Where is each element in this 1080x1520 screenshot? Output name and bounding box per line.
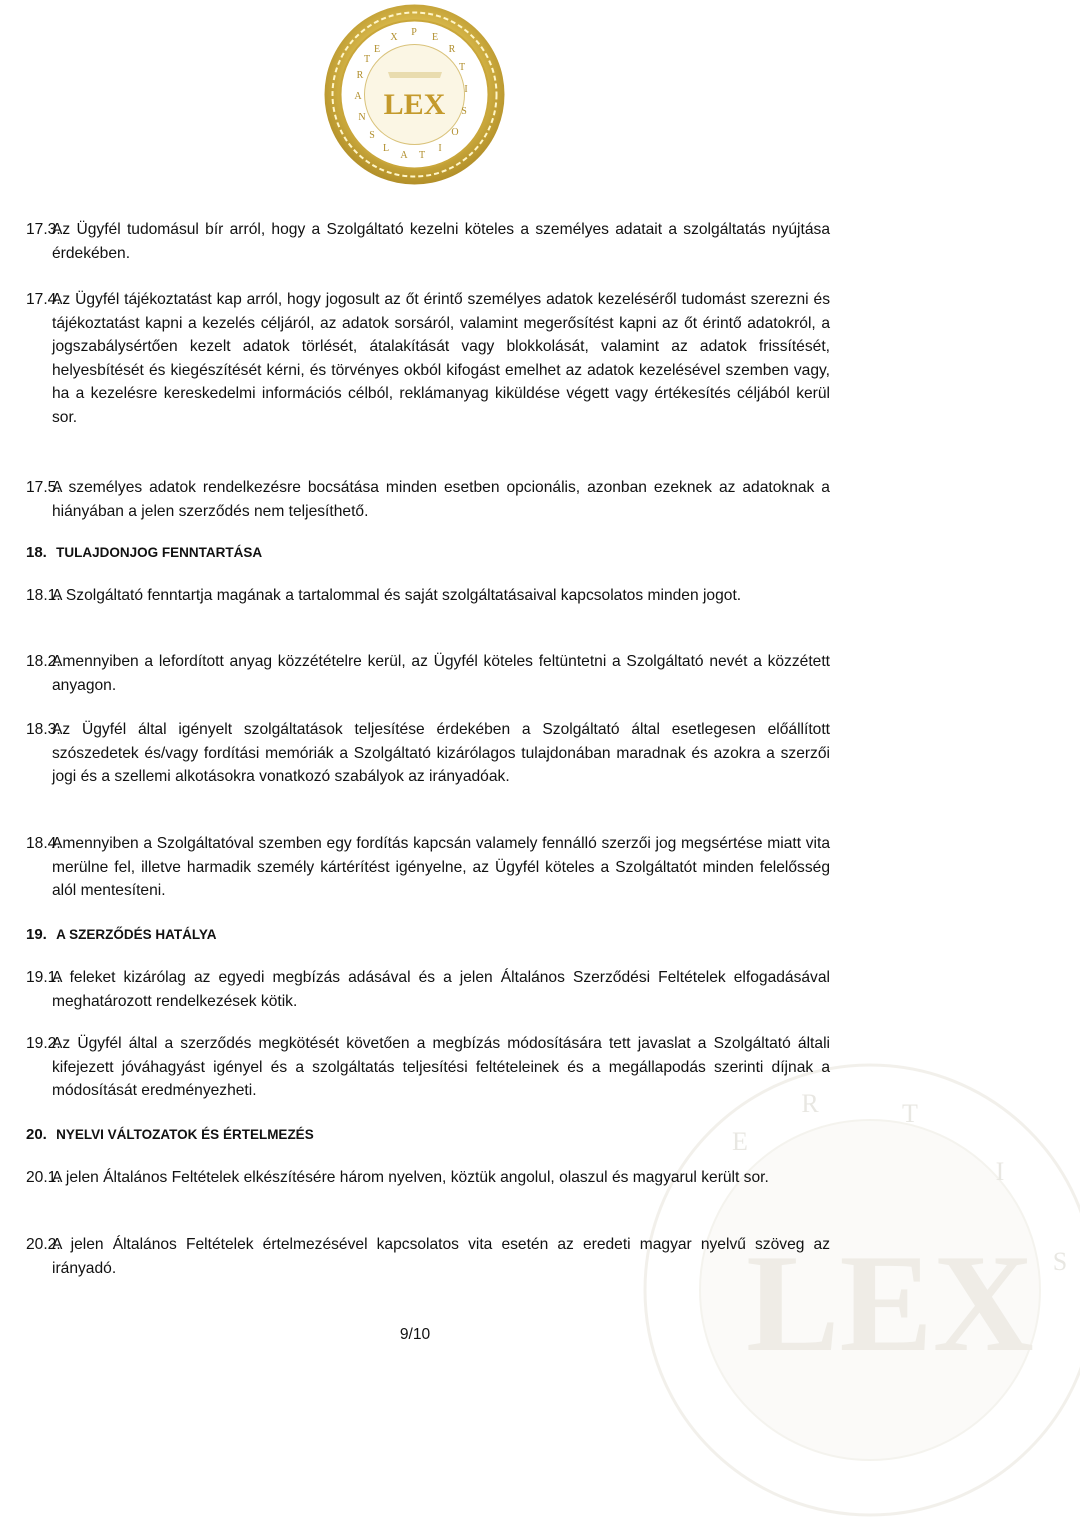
lex-watermark bbox=[640, 1060, 1080, 1520]
clause-17-5 bbox=[26, 476, 830, 523]
clause-text: A jelen Általános Feltételek értelmezésével kapcsolatos vita esetén az eredeti magyar nyelvű szöveg az irányadó. bbox=[52, 1236, 830, 1277]
svg-text:X: X bbox=[390, 32, 398, 43]
clause-number: 17.5. bbox=[26, 479, 61, 496]
section-heading-20 bbox=[26, 1125, 314, 1145]
page-number: 9/10 bbox=[399, 1326, 431, 1343]
clause-20-2 bbox=[26, 1233, 830, 1280]
svg-text:P: P bbox=[411, 27, 417, 38]
section-heading-19 bbox=[26, 925, 216, 945]
section-number: 18. bbox=[26, 544, 47, 561]
clause-18-1 bbox=[26, 584, 830, 608]
clause-number: 18.4. bbox=[26, 835, 61, 852]
clause-number: 19.2. bbox=[26, 1035, 61, 1052]
svg-text:T: T bbox=[902, 1099, 918, 1128]
svg-text:A: A bbox=[400, 150, 408, 161]
svg-text:T: T bbox=[418, 150, 426, 161]
clause-text: Amennyiben a lefordított anyag közzétételre kerül, az Ügyfél köteles feltüntetni a Szolgáltató nevét a közzétett anyagon. bbox=[52, 653, 830, 694]
clause-text: Az Ügyfél által a szerződés megkötését követően a megbízás módosítására tett javaslat a Szolgáltató általi kifejezett jóváhagyást igényel és a szolgáltatás teljesítési feltételeinek és a megállapodás szerinti díjnak a módosítását eredményezheti. bbox=[52, 1035, 830, 1100]
svg-text:E: E bbox=[373, 44, 381, 55]
svg-text:S: S bbox=[369, 130, 375, 141]
svg-text:E: E bbox=[431, 32, 439, 43]
svg-text:T: T bbox=[363, 54, 371, 65]
svg-text:I: I bbox=[438, 143, 442, 154]
clause-number: 20.2. bbox=[26, 1236, 61, 1253]
clause-text: A Szolgáltató fenntartja magának a tartalommal és saját szolgáltatásaival kapcsolatos minden jogot. bbox=[52, 587, 742, 604]
svg-text:LEX: LEX bbox=[383, 88, 446, 121]
section-heading-18 bbox=[26, 543, 262, 563]
clause-17-3 bbox=[26, 218, 830, 265]
svg-text:I: I bbox=[995, 1157, 1005, 1186]
clause-18-4 bbox=[26, 832, 830, 903]
section-number: 20. bbox=[26, 1126, 47, 1143]
section-number: 19. bbox=[26, 926, 47, 943]
clause-19-2 bbox=[26, 1032, 830, 1103]
svg-text:T: T bbox=[458, 62, 466, 73]
section-title: NYELVI VÁLTOZATOK ÉS ÉRTELMEZÉS bbox=[56, 1127, 314, 1142]
clause-number: 18.3. bbox=[26, 721, 61, 738]
clause-18-3 bbox=[26, 718, 830, 789]
clause-17-4 bbox=[26, 288, 830, 430]
clause-19-1 bbox=[26, 966, 830, 1013]
svg-text:I: I bbox=[464, 84, 468, 95]
clause-text: A jelen Általános Feltételek elkészítésére három nyelven, köztük angolul, olaszul és magyarul került sor. bbox=[52, 1169, 769, 1186]
svg-text:R: R bbox=[448, 44, 456, 55]
svg-text:LEX: LEX bbox=[746, 1226, 1034, 1381]
section-title: TULAJDONJOG FENNTARTÁSA bbox=[56, 545, 263, 560]
svg-text:S: S bbox=[1052, 1247, 1068, 1276]
svg-text:L: L bbox=[382, 143, 390, 154]
clause-number: 20.1. bbox=[26, 1169, 61, 1186]
svg-text:R: R bbox=[801, 1089, 819, 1118]
section-title: A SZERZŐDÉS HATÁLYA bbox=[56, 927, 217, 942]
clause-20-1 bbox=[26, 1166, 830, 1190]
clause-number: 18.1. bbox=[26, 587, 61, 604]
svg-text:R: R bbox=[356, 70, 364, 81]
svg-text:S: S bbox=[461, 106, 467, 117]
clause-number: 17.4. bbox=[26, 291, 61, 308]
clause-text: Az Ügyfél tudomásul bír arról, hogy a Szolgáltató kezelni köteles a személyes adatait a szolgáltatás nyújtása érdekében. bbox=[52, 221, 830, 262]
clause-number: 18.2. bbox=[26, 653, 61, 670]
clause-number: 19.1. bbox=[26, 969, 61, 986]
clause-18-2 bbox=[26, 650, 830, 697]
clause-text: Amennyiben a Szolgáltatóval szemben egy fordítás kapcsán valamely fennálló szerzői jog megsértése miatt vita merülne fel, illetve harmadik személy kártérítést igényelne, az Ügyfél köteles a Szolgáltatót minden felelősség alól mentesíteni. bbox=[52, 835, 830, 900]
clause-text: Az Ügyfél tájékoztatást kap arról, hogy jogosult az őt érintő személyes adatok kezeléséről tudomást szerezni és tájékoztatást kapni a kezelés céljáról, az adatok sorsáról, valamint megerősítést kapni az őt érintő adatokról, a jogszabálysértően kezelt adatok törlését, átalakítását vagy blokkolását, valamint az adatok frissítését, helyesbítését és kiegészítését kérni, és törvényes okból kifogást emelhet az adatok kezelésével szemben vagy, ha a kezelésre kereskedelmi információs célból, reklámanyag kiküldése végett vagy értékesítés céljából kerül sor. bbox=[52, 291, 830, 426]
lex-expertis-logo bbox=[322, 2, 507, 187]
clause-text: A személyes adatok rendelkezésre bocsátása minden esetben opcionális, azonban ezeknek az adatoknak a hiányában a jelen szerződés nem teljesíthető. bbox=[52, 479, 830, 520]
svg-text:O: O bbox=[451, 127, 459, 138]
svg-text:N: N bbox=[358, 112, 366, 123]
svg-text:A: A bbox=[354, 91, 362, 102]
clause-text: A feleket kizárólag az egyedi megbízás adásával és a jelen Általános Szerződési Feltételek elfogadásával meghatározott rendelkezések kötik. bbox=[52, 969, 830, 1010]
clause-text: Az Ügyfél által igényelt szolgáltatások teljesítése érdekében a Szolgáltató által esetlegesen előállított szószedetek és/vagy fordítási memóriák a Szolgáltató kizárólagos tulajdonában maradnak és azokra a szerzői jogi és a szellemi alkotásokra vonatkozó szabályok az irányadóak. bbox=[52, 721, 830, 786]
clause-number: 17.3. bbox=[26, 221, 61, 238]
svg-text:E: E bbox=[732, 1127, 748, 1156]
